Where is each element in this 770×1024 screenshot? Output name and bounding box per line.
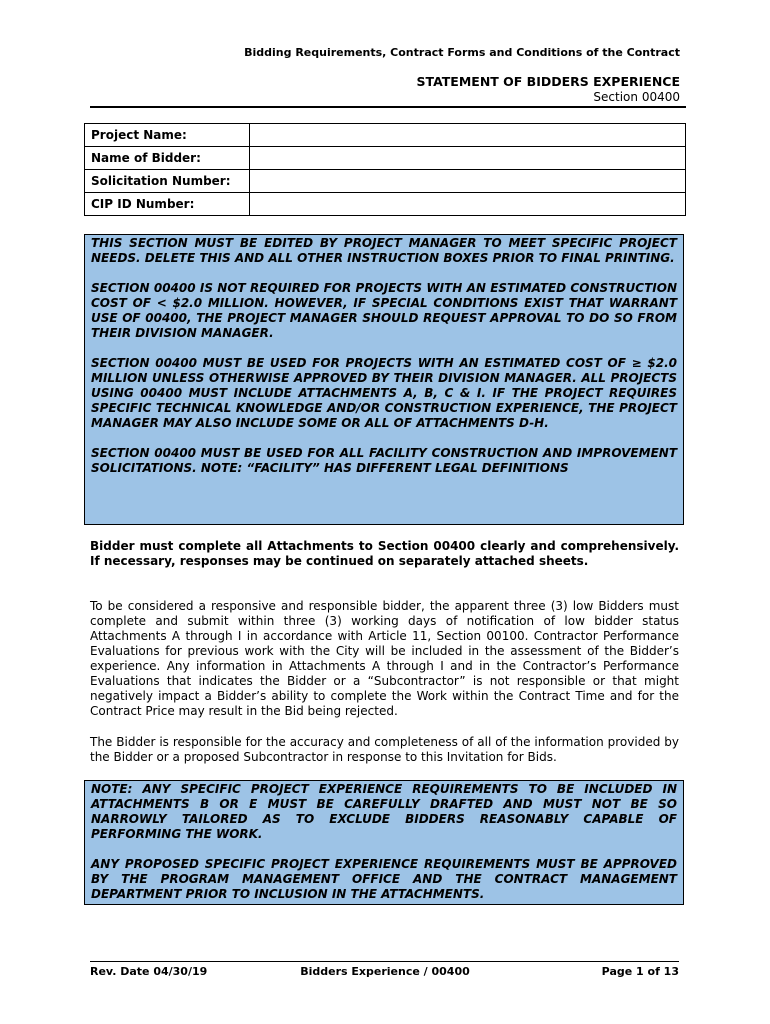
instruction-paragraph: SECTION 00400 MUST BE USED FOR PROJECTS WITH AN ESTIMATED COST OF ≥ $2.0 MILLION UNLESS OTHERWISE APPROVED BY THEIR DIVISION MANAGER. ALL PROJECTS USING 00400 MUST INCLUDE ATTACHMENTS A, B, C & I. IF THE PROJECT REQUIRES SPECIFIC TECHNICAL KNOWLEDGE AND/OR CONSTRUCTION EXPERIENCE, THE PROJECT MANAGER MAY ALSO INCLUDE SOME OR ALL OF ATTACHMENTS D-H. — [91, 356, 677, 430]
paragraph-text: The Bidder is responsible for the accuracy and completeness of all of the information provided by the Bidder or a proposed Subcontractor in response to this Invitation for Bids. — [90, 735, 679, 764]
cip-id-field[interactable] — [250, 193, 686, 216]
instruction-paragraph: NOTE: ANY SPECIFIC PROJECT EXPERIENCE REQUIREMENTS TO BE INCLUDED IN ATTACHMENTS B OR E MUST BE CAREFULLY DRAFTED AND MUST NOT BE SO NARROWLY TAILORED AS TO EXCLUDE BIDDERS REASONABLY CAPABLE OF PERFORMING THE WORK. — [91, 782, 677, 841]
project-name-field[interactable] — [250, 124, 686, 147]
footer-page-number: Page 1 of 13 — [601, 965, 679, 978]
instruction-paragraph: THIS SECTION MUST BE EDITED BY PROJECT MANAGER TO MEET SPECIFIC PROJECT NEEDS. DELETE THIS AND ALL OTHER INSTRUCTION BOXES PRIOR TO FINAL PRINTING. — [91, 236, 677, 265]
paragraph-text: To be considered a responsive and responsible bidder, the apparent three (3) low Bidders must complete and submit within three (3) working days of notification of low bidder status Attachments A through I in accordance with Article 11, Section 00100. Contractor Performance Evaluations for previous work with the City will be included in the assessment of the Bidder’s experience. Any information in Attachments A through I and in the Contractor’s Performance Evaluations that indicates the Bidder or a “Subcontractor” is not responsible or that might negatively impact a Bidder’s ability to complete the Work within the Contract Time and for the Contract Price may result in the Bid being rejected. — [90, 599, 679, 718]
instruction-paragraph: ANY PROPOSED SPECIFIC PROJECT EXPERIENCE REQUIREMENTS MUST BE APPROVED BY THE PROGRAM MANAGEMENT OFFICE AND THE CONTRACT MANAGEMENT DEPARTMENT PRIOR TO INCLUSION IN THE ATTACHMENTS. — [91, 857, 677, 901]
solicitation-number-field[interactable] — [250, 170, 686, 193]
project-info-table — [84, 123, 686, 216]
footer-rev-date: Rev. Date 04/30/19 — [90, 965, 208, 978]
instruction-paragraph: SECTION 00400 IS NOT REQUIRED FOR PROJECTS WITH AN ESTIMATED CONSTRUCTION COST OF < $2.0 MILLION. HOWEVER, IF SPECIAL CONDITIONS EXIST THAT WARRANT USE OF 00400, THE PROJECT MANAGER SHOULD REQUEST APPROVAL TO DO SO FROM THEIR DIVISION MANAGER. — [91, 281, 677, 340]
header-divider — [90, 106, 686, 108]
footer-divider — [90, 961, 679, 962]
bidder-name-field[interactable] — [250, 147, 686, 170]
instruction-box-editing — [84, 234, 684, 525]
instruction-box-experience — [84, 780, 684, 905]
table-row — [85, 124, 686, 147]
bidder-name-label: Name of Bidder: — [85, 147, 250, 170]
paragraph-text: Bidder must complete all Attachments to Section 00400 clearly and comprehensively. If necessary, responses may be continued on separately attached sheets. — [90, 539, 679, 568]
footer-doc-name: Bidders Experience / 00400 — [300, 965, 470, 978]
table-row — [85, 147, 686, 170]
bidder-responsibility-paragraph — [90, 735, 679, 765]
header-category: Bidding Requirements, Contract Forms and Conditions of the Contract — [244, 46, 680, 59]
instruction-paragraph: SECTION 00400 MUST BE USED FOR ALL FACILITY CONSTRUCTION AND IMPROVEMENT SOLICITATIONS. NOTE: “FACILITY” HAS DIFFERENT LEGAL DEFINITIONS — [91, 446, 677, 475]
section-number: Section 00400 — [593, 90, 680, 104]
cip-id-label: CIP ID Number: — [85, 193, 250, 216]
document-title: STATEMENT OF BIDDERS EXPERIENCE — [416, 74, 680, 89]
bidder-requirement-paragraph — [90, 539, 679, 569]
table-row — [85, 170, 686, 193]
table-row — [85, 193, 686, 216]
responsive-bidder-paragraph — [90, 599, 679, 719]
project-name-label: Project Name: — [85, 124, 250, 147]
solicitation-number-label: Solicitation Number: — [85, 170, 250, 193]
